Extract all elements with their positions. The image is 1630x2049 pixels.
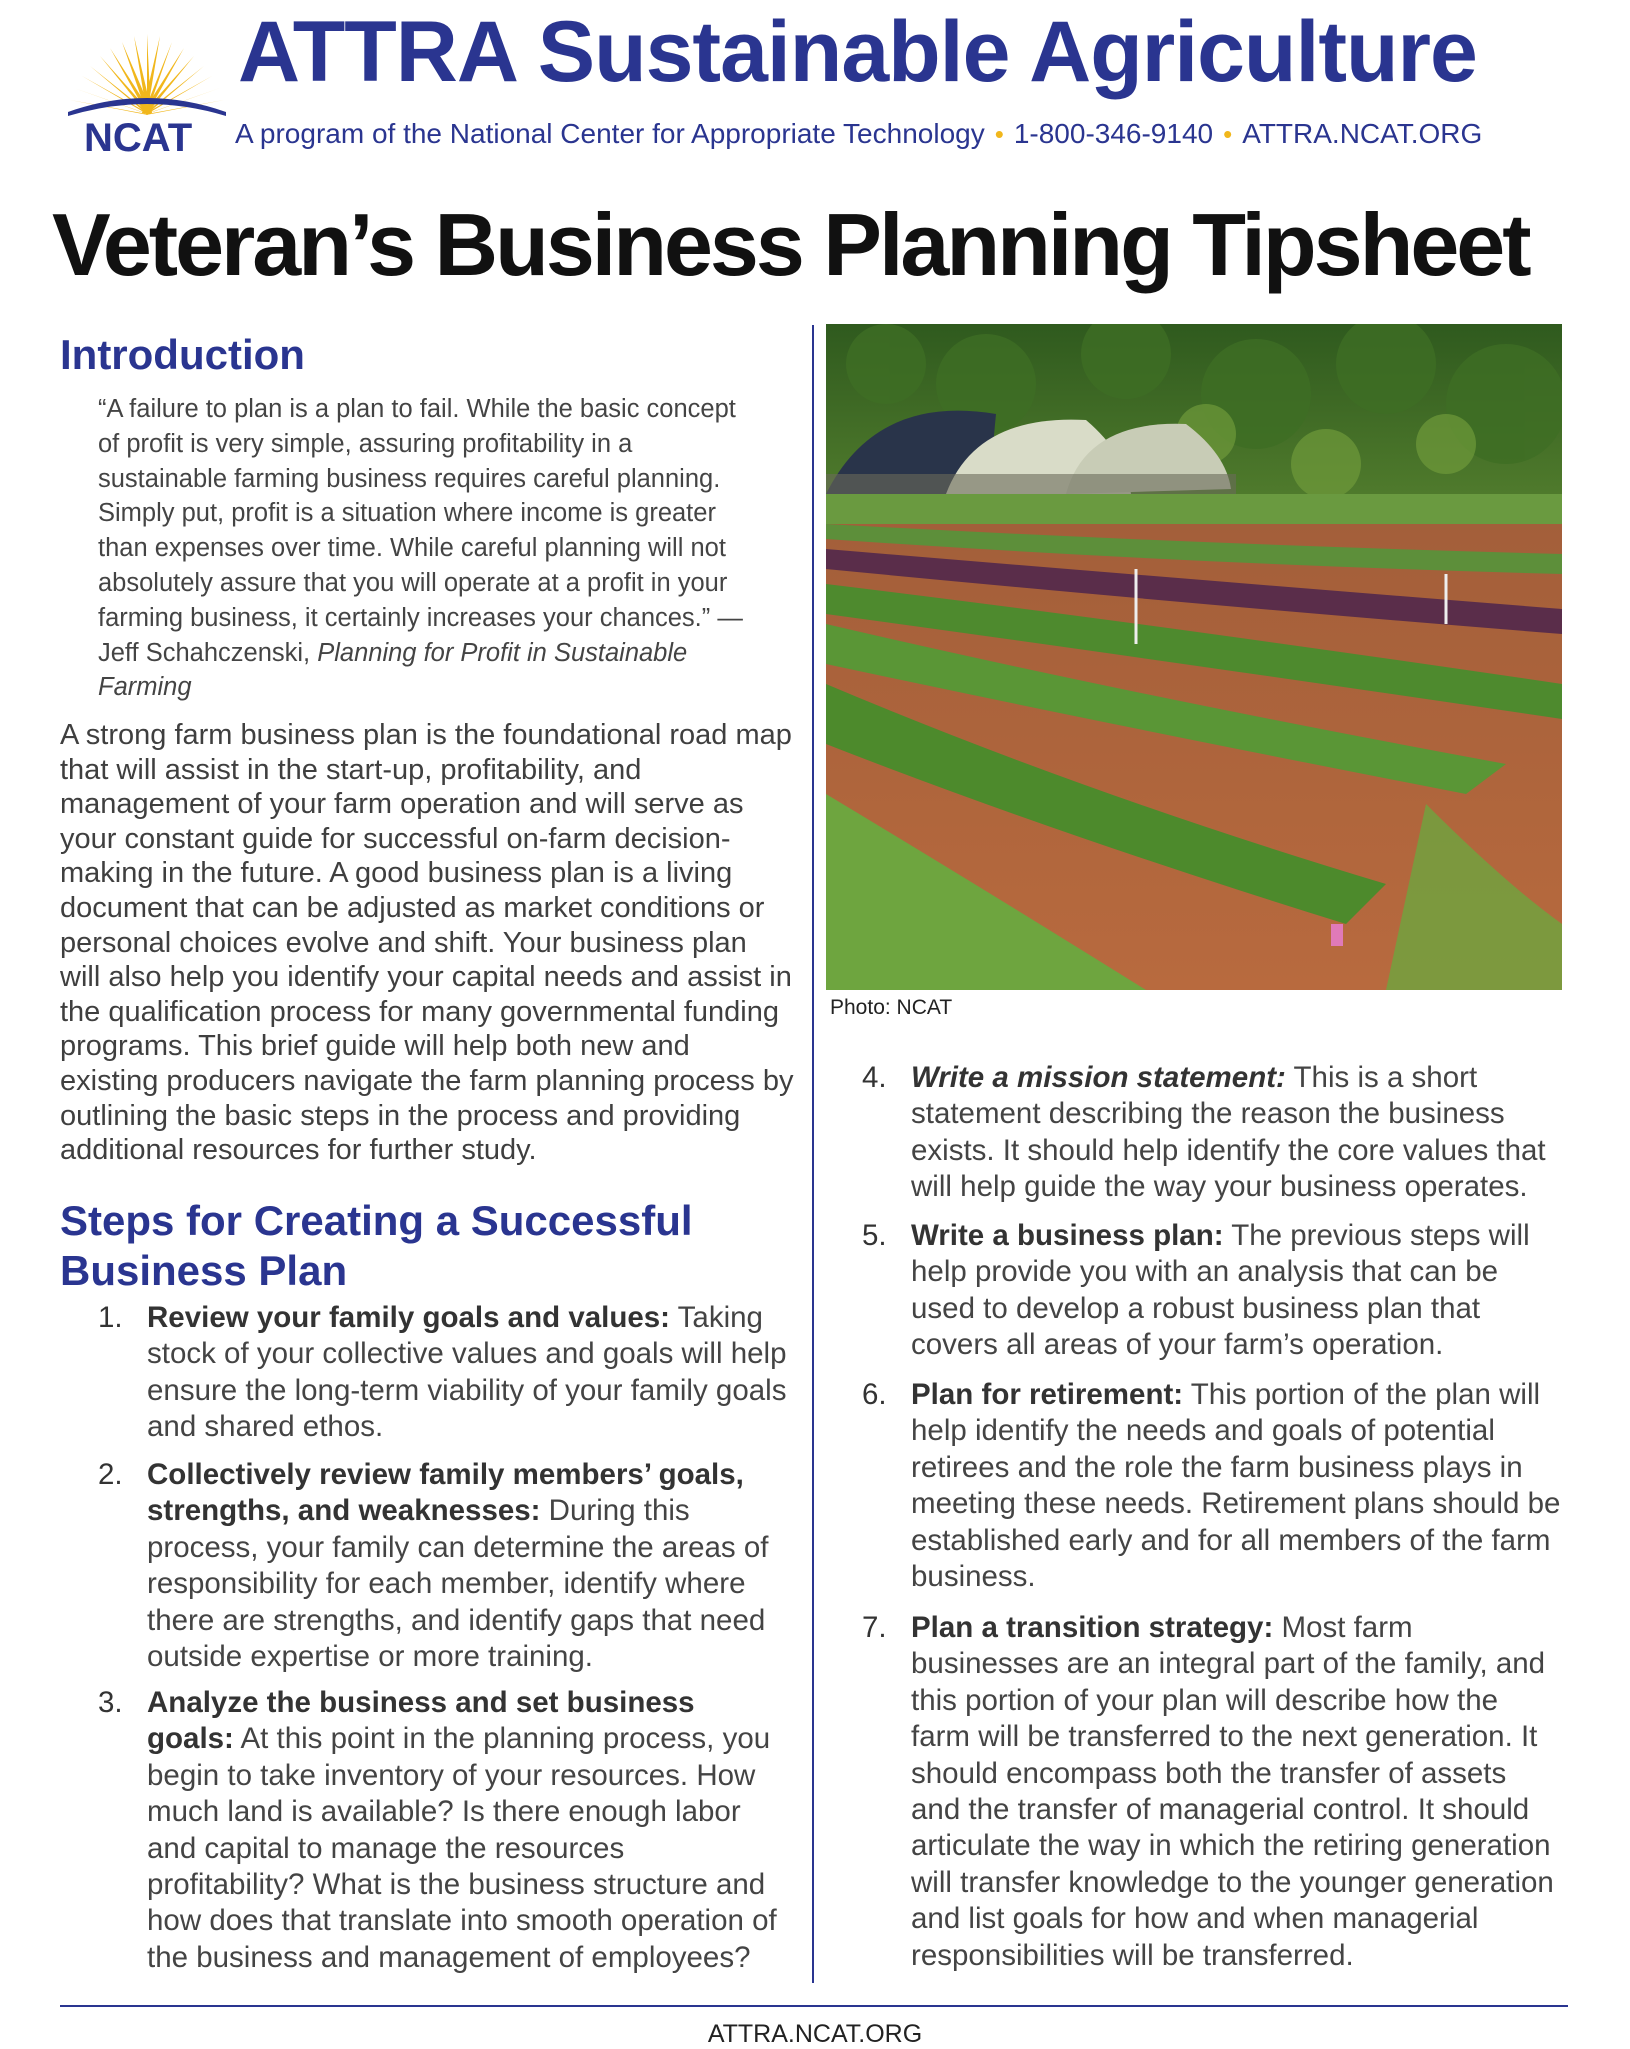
- ncat-logo: [62, 14, 232, 154]
- intro-heading: Introduction: [60, 331, 305, 378]
- website-link[interactable]: ATTRA.NCAT.ORG: [1242, 118, 1483, 149]
- list-number: 3.: [98, 1686, 123, 1719]
- logo-text: NCAT: [84, 116, 193, 154]
- intro-quote: [98, 392, 758, 705]
- step-title: Write a mission statement:: [911, 1061, 1286, 1094]
- list-number: 1.: [98, 1301, 123, 1334]
- list-number: 6.: [862, 1378, 887, 1411]
- farm-photo: [826, 324, 1562, 990]
- step-text: Most farm businesses are an integral part of the family, and this portion of your plan will describe how the farm will be transferred to the next generation. It should encompass both the transfer of assets and the transfer of managerial control. It should articulate the way in which the retiring generation will transfer knowledge to the younger generation and list goals for how and when managerial responsibilities will be transferred.: [911, 1611, 1554, 1972]
- list-number: 4.: [862, 1061, 887, 1094]
- steps-heading: Steps for Creating a Successful Business Plan: [60, 1197, 693, 1294]
- step-title: Plan a transition strategy:: [911, 1611, 1274, 1644]
- step-text: This portion of the plan will help identify the needs and goals of potential retirees and the role the farm business plays in meeting these needs. Retirement plans should be established early and for all members of the farm business.: [911, 1378, 1561, 1594]
- quote-source: Planning for Profit in Sustainable Farming: [98, 638, 688, 702]
- step-text: During this process, your family can determine the areas of responsibility for each member, identify where there are strengths, and identify gaps that need outside expertise or more training.: [147, 1494, 769, 1674]
- step-text: Taking stock of your collective values and goals will help ensure the long-term viability of your family goals and shared ethos.: [147, 1301, 787, 1444]
- step-title: Collectively review family members’ goals, strengths, and weaknesses:: [147, 1458, 744, 1528]
- bullet-separator: •: [1223, 119, 1233, 149]
- list-number: 5.: [862, 1219, 887, 1252]
- list-number: 2.: [98, 1458, 123, 1491]
- page-title: Veteran’s Business Planning Tipsheet: [52, 195, 1529, 294]
- intro-body: A strong farm business plan is the foundational road map that will assist in the start-up, profitability, and management of your farm operation and will serve as your constant guide for successful on-farm decision-making in the future. A good business plan is a living document that can be adjusted as market conditions or personal choices evolve and shift. Your business plan will also help you identify your capital needs and assist in the qualification process for many governmental funding programs. This brief guide will help both new and existing producers navigate the farm planning process by outlining the basic steps in the process and providing additional resources for further study.: [60, 719, 794, 1167]
- step-title: Analyze the business and set business goals:: [147, 1686, 695, 1756]
- footer-website-link[interactable]: ATTRA.NCAT.ORG: [707, 2020, 923, 2048]
- photo-caption: Photo: NCAT: [830, 996, 953, 1019]
- quote-text: “A failure to plan is a plan to fail. While the basic concept of profit is very simple, assuring profitability in a sustainable farming business requires careful planning. Simply put, profit is a situation where income is greater than expenses over time. While careful planning will not absolutely assure that you will operate at a profit in your farming business, it certainly increases your chances.” —Jeff Schahczenski,: [98, 395, 743, 667]
- bullet-separator: •: [994, 119, 1004, 149]
- step-title: Review your family goals and values:: [147, 1301, 670, 1334]
- step-title: Plan for retirement:: [911, 1378, 1184, 1411]
- step-text: This is a short statement describing the reason the business exists. It should help identify the core values that will help guide the way your business operates.: [911, 1061, 1546, 1204]
- step-title: Write a business plan:: [911, 1219, 1224, 1252]
- column-divider: [812, 325, 814, 1983]
- phone-number[interactable]: 1-800-346-9140: [1013, 118, 1214, 149]
- brand-subtitle: [235, 118, 1482, 150]
- program-text: A program of the National Center for Appropriate Technology: [235, 118, 985, 149]
- list-number: 7.: [862, 1611, 887, 1644]
- footer-divider: [60, 2005, 1568, 2007]
- step-text: At this point in the planning process, you begin to take inventory of your resources. How much land is available? Is there enough labor and capital to manage the resources profitability? What is the business structure and how does that translate into smooth operation of the business and management of employees?: [147, 1722, 777, 1974]
- brand-title: ATTRA Sustainable Agriculture: [238, 4, 1477, 100]
- step-text: The previous steps will help provide you with an analysis that can be used to develop a robust business plan that covers all areas of your farm’s operation.: [911, 1219, 1530, 1362]
